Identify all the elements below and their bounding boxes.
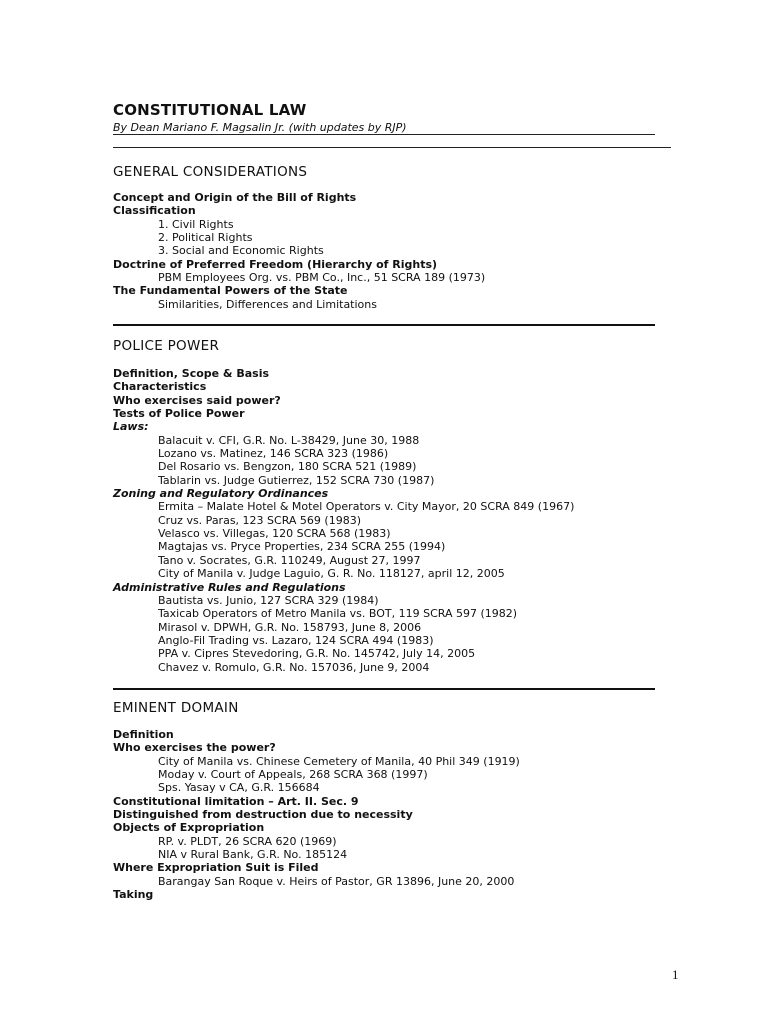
byline-underline bbox=[113, 134, 655, 135]
case-citation: Moday v. Court of Appeals, 268 SCRA 368 (1997) bbox=[158, 768, 428, 782]
case-citation: PBM Employees Org. vs. PBM Co., Inc., 51 SCRA 189 (1973) bbox=[158, 271, 486, 285]
numbered-item: 3. Social and Economic Rights bbox=[158, 244, 324, 258]
case-citation: PPA v. Cipres Stevedoring, G.R. No. 145742, July 14, 2005 bbox=[158, 647, 476, 661]
topic-heading: Tests of Police Power bbox=[113, 407, 245, 421]
topic-heading: The Fundamental Powers of the State bbox=[113, 284, 348, 298]
page-number: 1 bbox=[672, 967, 679, 982]
case-citation: Tablarin vs. Judge Gutierrez, 152 SCRA 730 (1987) bbox=[158, 473, 435, 487]
case-citation: Balacuit v. CFI, G.R. No. L-38429, June 30, 1988 bbox=[158, 433, 420, 447]
case-citation: Sps. Yasay v CA, G.R. 156684 bbox=[158, 781, 320, 795]
section-divider bbox=[113, 688, 655, 690]
section-divider bbox=[113, 324, 655, 326]
case-citation: Tano v. Socrates, G.R. 110249, August 27, 1997 bbox=[158, 553, 421, 567]
section-list-general bbox=[113, 191, 485, 311]
case-citation: Velasco vs. Villegas, 120 SCRA 568 (1983) bbox=[158, 527, 391, 541]
case-citation: Del Rosario vs. Bengzon, 180 SCRA 521 (1989) bbox=[158, 460, 417, 474]
case-citation: Ermita – Malate Hotel & Motel Operators v. City Mayor, 20 SCRA 849 (1967) bbox=[158, 500, 575, 514]
case-citation: Bautista vs. Junio, 127 SCRA 329 (1984) bbox=[158, 593, 379, 607]
section-heading-general: GENERAL CONSIDERATIONS bbox=[113, 164, 308, 180]
case-citation: Cruz vs. Paras, 123 SCRA 569 (1983) bbox=[158, 513, 361, 527]
case-citation: Chavez v. Romulo, G.R. No. 157036, June 9, 2004 bbox=[158, 660, 430, 674]
topic-heading: Characteristics bbox=[113, 380, 207, 394]
section-list-police-power bbox=[113, 367, 574, 674]
header-divider bbox=[113, 147, 671, 148]
case-citation: Anglo-Fil Trading vs. Lazaro, 124 SCRA 494 (1983) bbox=[158, 633, 434, 647]
topic-heading: Who exercises the power? bbox=[113, 741, 276, 755]
topic-heading: Taking bbox=[113, 888, 154, 902]
topic-heading: Where Expropriation Suit is Filed bbox=[113, 861, 319, 875]
case-citation: City of Manila v. Judge Laguio, G. R. No. 118127, april 12, 2005 bbox=[158, 567, 505, 581]
topic-heading: Concept and Origin of the Bill of Rights bbox=[113, 191, 357, 204]
case-citation: Similarities, Differences and Limitations bbox=[158, 297, 377, 311]
document-title: CONSTITUTIONAL LAW bbox=[113, 101, 307, 119]
case-citation: Magtajas vs. Pryce Properties, 234 SCRA 255 (1994) bbox=[158, 540, 446, 554]
topic-heading: Constitutional limitation – Art. II. Sec. 9 bbox=[113, 794, 359, 808]
subtopic-heading: Laws: bbox=[113, 420, 149, 434]
numbered-item: 1. Civil Rights bbox=[158, 217, 234, 231]
topic-heading: Who exercises said power? bbox=[113, 393, 281, 407]
document-byline: By Dean Mariano F. Magsalin Jr. (with updates by RJP) bbox=[113, 121, 407, 134]
topic-heading: Doctrine of Preferred Freedom (Hierarchy of Rights) bbox=[113, 257, 438, 271]
case-citation: NIA v Rural Bank, G.R. No. 185124 bbox=[158, 848, 348, 862]
topic-heading: Definition bbox=[113, 728, 174, 741]
case-citation: Mirasol v. DPWH, G.R. No. 158793, June 8, 2006 bbox=[158, 620, 422, 634]
section-list-eminent-domain bbox=[113, 728, 520, 901]
case-citation: Taxicab Operators of Metro Manila vs. BOT, 119 SCRA 597 (1982) bbox=[158, 607, 518, 621]
topic-heading: Distinguished from destruction due to necessity bbox=[113, 808, 413, 822]
subtopic-heading: Zoning and Regulatory Ordinances bbox=[113, 487, 329, 501]
subtopic-heading: Administrative Rules and Regulations bbox=[113, 580, 346, 594]
case-citation: Barangay San Roque v. Heirs of Pastor, GR 13896, June 20, 2000 bbox=[158, 874, 515, 888]
topic-heading: Classification bbox=[113, 204, 196, 218]
topic-heading: Definition, Scope & Basis bbox=[113, 367, 270, 380]
case-citation: City of Manila vs. Chinese Cemetery of Manila, 40 Phil 349 (1919) bbox=[158, 754, 520, 768]
section-heading-eminent-domain: EMINENT DOMAIN bbox=[113, 700, 239, 716]
numbered-item: 2. Political Rights bbox=[158, 231, 253, 245]
section-heading-police-power: POLICE POWER bbox=[113, 338, 220, 354]
topic-heading: Objects of Expropriation bbox=[113, 821, 265, 835]
case-citation: RP. v. PLDT, 26 SCRA 620 (1969) bbox=[158, 834, 337, 848]
case-citation: Lozano vs. Matinez, 146 SCRA 323 (1986) bbox=[158, 447, 389, 461]
